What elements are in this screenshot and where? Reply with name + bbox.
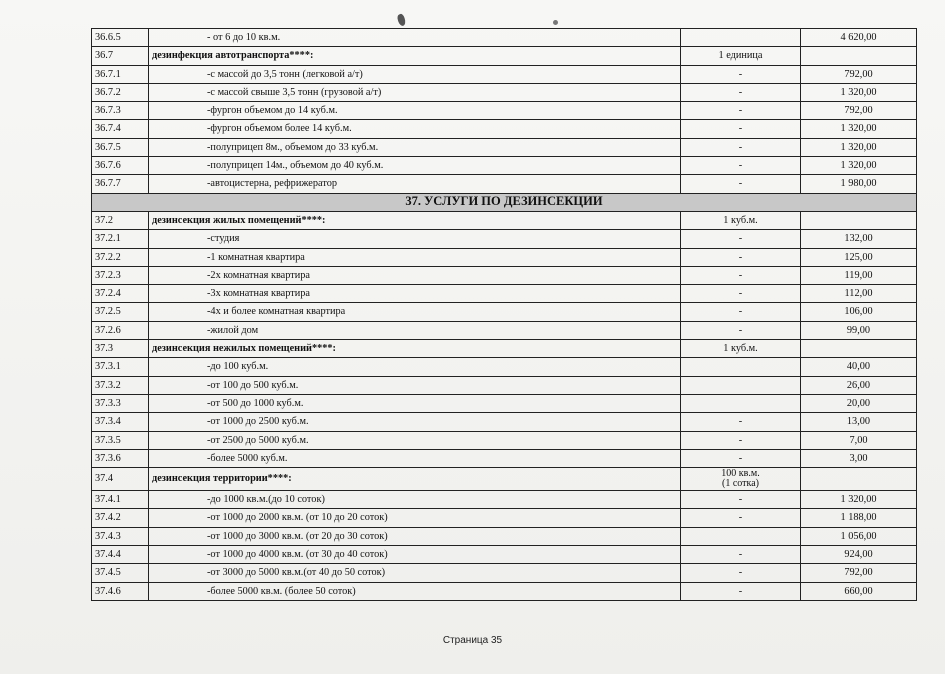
row-unit: -: [681, 157, 801, 175]
row-price: 13,00: [801, 413, 917, 431]
row-number: 36.7.7: [92, 175, 149, 193]
table-body-a: [92, 29, 917, 194]
unit-line-2: (1 сотка): [722, 478, 759, 490]
table-row: [92, 468, 917, 491]
row-price: 1 056,00: [801, 527, 917, 545]
row-unit: -: [681, 546, 801, 564]
row-price: 1 320,00: [801, 138, 917, 156]
row-unit: -: [681, 449, 801, 467]
row-unit: 1 куб.м.: [681, 211, 801, 229]
section-row: [92, 193, 917, 211]
row-service: -от 1000 до 4000 кв.м. (от 30 до 40 соток): [149, 546, 681, 564]
row-unit: -: [681, 582, 801, 600]
row-unit: -: [681, 509, 801, 527]
row-price: [801, 468, 917, 491]
table-row: [92, 431, 917, 449]
unit-line-1: 100 кв.м.: [721, 467, 760, 479]
table-row: [92, 65, 917, 83]
row-price: 119,00: [801, 266, 917, 284]
row-service: -фургон объемом более 14 куб.м.: [149, 120, 681, 138]
row-service: -2х комнатная квартира: [149, 266, 681, 284]
row-unit: -: [681, 431, 801, 449]
table-row: [92, 527, 917, 545]
table-row: [92, 211, 917, 229]
row-service: -полуприцеп 8м., объемом до 33 куб.м.: [149, 138, 681, 156]
row-number: 37.4.2: [92, 509, 149, 527]
row-number: 37.2.2: [92, 248, 149, 266]
row-service: -от 1000 до 2000 кв.м. (от 10 до 20 соток): [149, 509, 681, 527]
table-row: [92, 491, 917, 509]
row-unit: -: [681, 230, 801, 248]
row-price: 3,00: [801, 449, 917, 467]
row-price: 924,00: [801, 546, 917, 564]
row-service: -фургон объемом до 14 куб.м.: [149, 102, 681, 120]
table-row: [92, 413, 917, 431]
ink-spot: [396, 13, 407, 27]
table-row: [92, 120, 917, 138]
row-unit: -: [681, 248, 801, 266]
table-row: [92, 47, 917, 65]
table-row: [92, 509, 917, 527]
row-number: 37.3.4: [92, 413, 149, 431]
row-service: дезинсекция жилых помещений****:: [149, 211, 681, 229]
table-row: [92, 285, 917, 303]
row-number: 37.4.3: [92, 527, 149, 545]
row-price: 1 980,00: [801, 175, 917, 193]
row-price: 106,00: [801, 303, 917, 321]
row-number: 36.6.5: [92, 29, 149, 47]
row-unit: -: [681, 564, 801, 582]
row-service: -с массой до 3,5 тонн (легковой а/т): [149, 65, 681, 83]
row-number: 37.3.5: [92, 431, 149, 449]
row-service: -более 5000 кв.м. (более 50 соток): [149, 582, 681, 600]
row-service: -студия: [149, 230, 681, 248]
row-service: -жилой дом: [149, 321, 681, 339]
row-unit: -: [681, 491, 801, 509]
row-service: дезинсекция территории****:: [149, 468, 681, 491]
section-header: [92, 193, 917, 211]
row-service: -до 1000 кв.м.(до 10 соток): [149, 491, 681, 509]
row-unit: [681, 358, 801, 376]
row-service: - от 6 до 10 кв.м.: [149, 29, 681, 47]
row-unit: -: [681, 65, 801, 83]
row-number: 37.4.5: [92, 564, 149, 582]
row-service: -от 2500 до 5000 куб.м.: [149, 431, 681, 449]
table-row: [92, 303, 917, 321]
row-number: 36.7.2: [92, 83, 149, 101]
row-unit: 1 куб.м.: [681, 340, 801, 358]
row-service: -4х и более комнатная квартира: [149, 303, 681, 321]
row-unit: -: [681, 303, 801, 321]
row-number: 36.7.3: [92, 102, 149, 120]
row-service: -1 комнатная квартира: [149, 248, 681, 266]
table-row: [92, 157, 917, 175]
row-unit: -: [681, 321, 801, 339]
row-number: 37.4: [92, 468, 149, 491]
row-service: -до 100 куб.м.: [149, 358, 681, 376]
row-number: 37.3.2: [92, 376, 149, 394]
table-row: [92, 266, 917, 284]
row-service: -от 1000 до 3000 кв.м. (от 20 до 30 соток): [149, 527, 681, 545]
row-number: 36.7.5: [92, 138, 149, 156]
row-number: 37.2.4: [92, 285, 149, 303]
row-unit: -: [681, 413, 801, 431]
table-row: [92, 394, 917, 412]
row-number: 37.2.3: [92, 266, 149, 284]
table-row: [92, 582, 917, 600]
table-row: [92, 29, 917, 47]
row-price: 1 188,00: [801, 509, 917, 527]
row-unit: [681, 394, 801, 412]
row-number: 36.7.1: [92, 65, 149, 83]
row-price: [801, 211, 917, 229]
row-unit: -: [681, 285, 801, 303]
row-unit: -: [681, 102, 801, 120]
table-row: [92, 321, 917, 339]
table-body-c: [92, 491, 917, 601]
row-unit: -: [681, 120, 801, 138]
row-number: 37.2: [92, 211, 149, 229]
row-number: 36.7.6: [92, 157, 149, 175]
row-number: 37.3.6: [92, 449, 149, 467]
row-number: 37.4.6: [92, 582, 149, 600]
row-price: 792,00: [801, 564, 917, 582]
table-row: [92, 230, 917, 248]
row-unit: [681, 29, 801, 47]
row-service: дезинфекция автотранспорта****:: [149, 47, 681, 65]
row-price: 99,00: [801, 321, 917, 339]
section-title: 37. УСЛУГИ ПО ДЕЗИНСЕКЦИИ: [92, 193, 917, 211]
table-row: [92, 138, 917, 156]
row-unit: -: [681, 138, 801, 156]
row-number: 36.7: [92, 47, 149, 65]
row-price: 1 320,00: [801, 120, 917, 138]
row-price: 1 320,00: [801, 491, 917, 509]
row-price: 26,00: [801, 376, 917, 394]
row-number: 37.3: [92, 340, 149, 358]
row-unit: -: [681, 266, 801, 284]
row-price: 7,00: [801, 431, 917, 449]
row-service: -с массой свыше 3,5 тонн (грузовой а/т): [149, 83, 681, 101]
row-price: [801, 47, 917, 65]
row-price: 1 320,00: [801, 157, 917, 175]
row-service: -от 3000 до 5000 кв.м.(от 40 до 50 соток): [149, 564, 681, 582]
row-price: 20,00: [801, 394, 917, 412]
row-unit: 1 единица: [681, 47, 801, 65]
table-row: [92, 248, 917, 266]
row-service: -от 1000 до 2500 куб.м.: [149, 413, 681, 431]
table-body-b: [92, 211, 917, 467]
row-service: -от 500 до 1000 куб.м.: [149, 394, 681, 412]
row-unit: [681, 468, 801, 491]
row-service: -автоцистерна, рефрижератор: [149, 175, 681, 193]
row-service: дезинсекция нежилых помещений****:: [149, 340, 681, 358]
row-number: 37.3.3: [92, 394, 149, 412]
price-table: [91, 28, 917, 601]
row-price: 125,00: [801, 248, 917, 266]
row-number: 37.4.1: [92, 491, 149, 509]
row-price: 792,00: [801, 65, 917, 83]
row-price: 40,00: [801, 358, 917, 376]
table-row: [92, 564, 917, 582]
row-unit: -: [681, 83, 801, 101]
row-service: -от 100 до 500 куб.м.: [149, 376, 681, 394]
row-unit: [681, 376, 801, 394]
table-row: [92, 449, 917, 467]
row-number: 37.3.1: [92, 358, 149, 376]
row-price: 132,00: [801, 230, 917, 248]
table-row: [92, 358, 917, 376]
row-price: 660,00: [801, 582, 917, 600]
row-service: -более 5000 куб.м.: [149, 449, 681, 467]
row-number: 36.7.4: [92, 120, 149, 138]
row-price: 112,00: [801, 285, 917, 303]
row-number: 37.2.6: [92, 321, 149, 339]
table-body-territory: [92, 468, 917, 491]
page-number: Страница 35: [442, 635, 503, 646]
table-row: [92, 83, 917, 101]
row-price: 1 320,00: [801, 83, 917, 101]
ink-dot: [553, 20, 558, 25]
row-price: [801, 340, 917, 358]
row-number: 37.2.1: [92, 230, 149, 248]
row-price: 792,00: [801, 102, 917, 120]
row-price: 4 620,00: [801, 29, 917, 47]
table-row: [92, 102, 917, 120]
row-number: 37.2.5: [92, 303, 149, 321]
row-unit: [681, 527, 801, 545]
row-service: -3х комнатная квартира: [149, 285, 681, 303]
table-row: [92, 340, 917, 358]
row-service: -полуприцеп 14м., объемом до 40 куб.м.: [149, 157, 681, 175]
row-unit: -: [681, 175, 801, 193]
row-number: 37.4.4: [92, 546, 149, 564]
table-row: [92, 546, 917, 564]
table-row: [92, 175, 917, 193]
table-row: [92, 376, 917, 394]
